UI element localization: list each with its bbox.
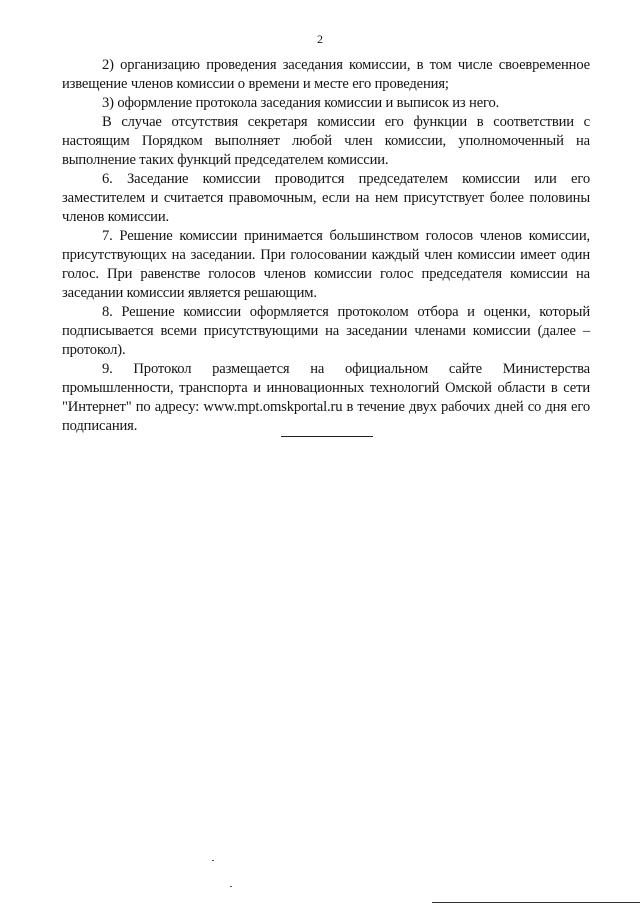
document-body — [62, 56, 590, 436]
paragraph-clause-6: 6. Заседание комиссии проводится председателем комиссии или его заместителем и считается правомочным, если на нем присутствует более половины членов комиссии. — [62, 171, 590, 225]
paragraph-item-2: 2) организацию проведения заседания комиссии, в том числе своевременное извещение членов комиссии о времени и месте его проведения; — [62, 57, 590, 92]
scan-speck — [230, 886, 232, 887]
scan-speck — [212, 860, 214, 861]
scan-edge-line — [432, 902, 640, 903]
paragraph-clause-8: 8. Решение комиссии оформляется протоколом отбора и оценки, который подписывается всеми присутствующими на заседании членами комиссии (далее – протокол). — [62, 304, 590, 358]
paragraph-clause-9: 9. Протокол размещается на официальном сайте Министерства промышленности, транспорта и инновационных технологий Омской области в сети "Интернет" по адресу: www.mpt.omskportal.ru в течение двух рабочих дней со дня его подписания. — [62, 361, 590, 434]
page-number: 2 — [317, 32, 323, 46]
paragraph-clause-7: 7. Решение комиссии принимается большинством голосов членов комиссии, присутствующих на заседании. При голосовании каждый член комиссии имеет один голос. При равенстве голосов членов комиссии голос председателя комиссии на заседании комиссии является решающим. — [62, 228, 590, 301]
paragraph-secretary-absence: В случае отсутствия секретаря комиссии его функции в соответствии с настоящим Порядком выполняет любой член комиссии, уполномоченный на выполнение таких функций председателем комиссии. — [62, 114, 590, 168]
paragraph-item-3: 3) оформление протокола заседания комиссии и выписок из него. — [102, 95, 500, 111]
end-divider-line — [281, 436, 373, 437]
